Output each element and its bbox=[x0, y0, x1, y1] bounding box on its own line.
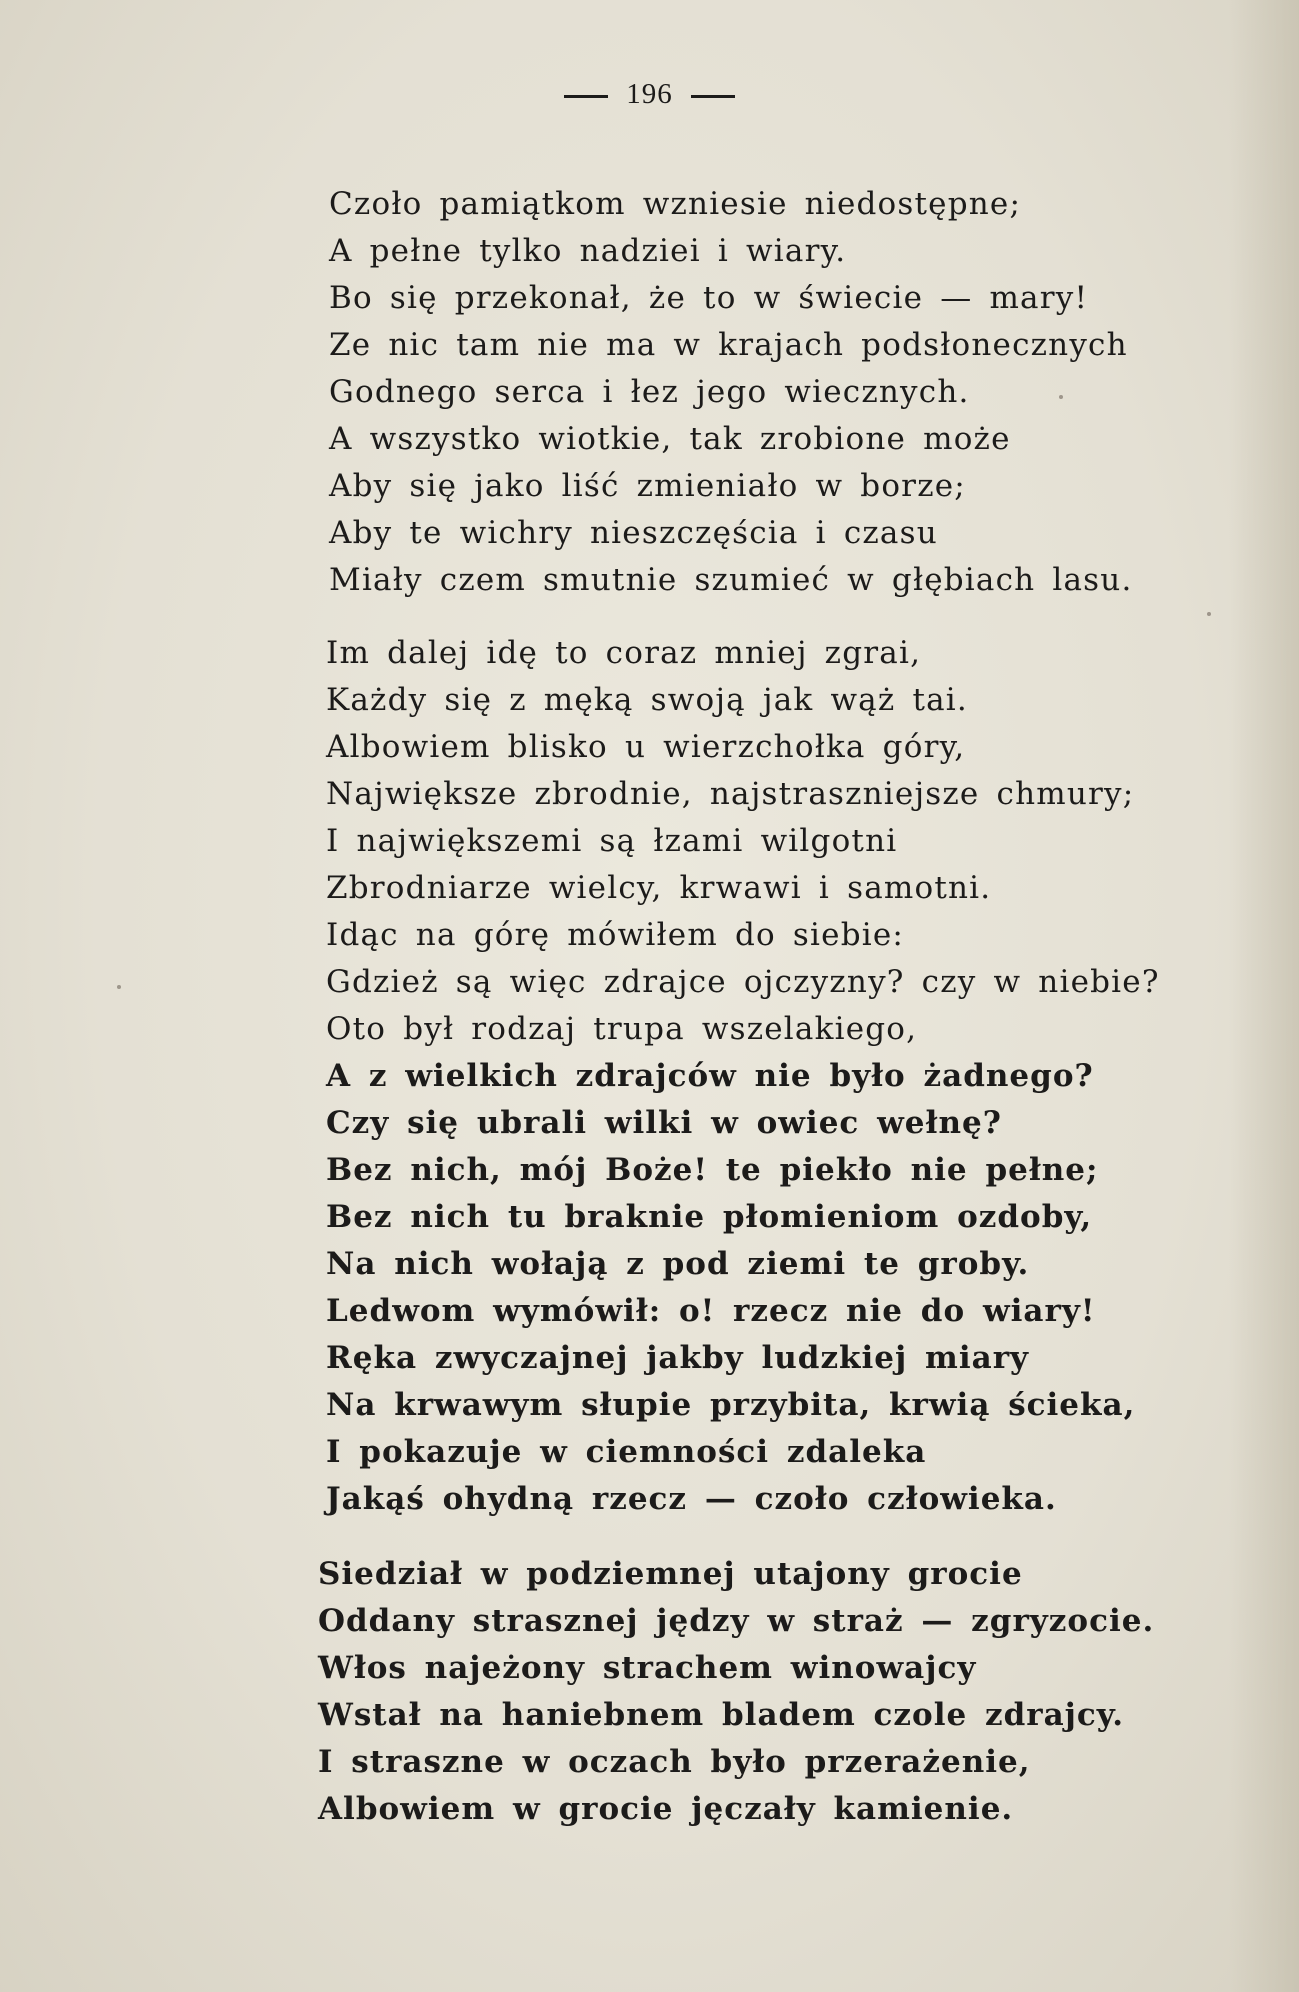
verse-line: Oddany strasznej jędzy w straż — zgryzocie. bbox=[318, 1603, 1155, 1639]
verse-line: Największe zbrodnie, najstraszniejsze chmury; bbox=[326, 776, 1135, 812]
verse-line: I pokazuje w ciemności zdaleka bbox=[326, 1434, 927, 1470]
verse-line: Wstał na haniebnem bladem czole zdrajcy. bbox=[318, 1697, 1125, 1733]
left-dash bbox=[564, 95, 608, 98]
verse-line: Zbrodniarze wielcy, krwawi i samotni. bbox=[326, 870, 992, 906]
paper-speck bbox=[1207, 612, 1211, 616]
verse-line: Bez nich tu braknie płomieniom ozdoby, bbox=[326, 1199, 1093, 1235]
verse-line: Bez nich, mój Boże! te piekło nie pełne; bbox=[326, 1152, 1099, 1188]
verse-line: Na nich wołają z pod ziemi te groby. bbox=[326, 1246, 1030, 1282]
stanza-1 bbox=[329, 181, 1299, 604]
verse-line: Oto był rodzaj trupa wszelakiego, bbox=[326, 1011, 918, 1047]
stanza-2 bbox=[326, 630, 1299, 1523]
verse-line: Idąc na górę mówiłem do siebie: bbox=[326, 917, 905, 953]
verse-line: Ze nic tam nie ma w krajach podsłonecznych bbox=[329, 327, 1128, 363]
verse-line: Gdzież są więc zdrajce ojczyzny? czy w niebie? bbox=[326, 964, 1160, 1000]
verse-line: Każdy się z męką swoją jak wąż tai. bbox=[326, 682, 968, 718]
verse-line: I największemi są łzami wilgotni bbox=[326, 823, 898, 859]
paper-speck bbox=[117, 985, 121, 989]
verse-line: Albowiem blisko u wierzchołka góry, bbox=[326, 729, 966, 765]
page-number: 196 bbox=[626, 78, 673, 110]
verse-line: Miały czem smutnie szumieć w głębiach lasu. bbox=[329, 562, 1133, 598]
verse-line: Siedział w podziemnej utajony grocie bbox=[318, 1556, 1023, 1592]
stanza-3 bbox=[318, 1551, 1299, 1833]
verse-line: Im dalej idę to coraz mniej zgrai, bbox=[326, 635, 922, 671]
verse-line: Na krwawym słupie przybita, krwią ścieka, bbox=[326, 1387, 1136, 1423]
verse-line: Włos najeżony strachem winowajcy bbox=[318, 1650, 977, 1686]
verse-line: A z wielkich zdrajców nie było żadnego? bbox=[326, 1058, 1094, 1094]
verse-line: Bo się przekonał, że to w świecie — mary! bbox=[329, 280, 1089, 316]
verse-line: Godnego serca i łez jego wiecznych. bbox=[329, 374, 970, 410]
verse-line: Albowiem w grocie jęczały kamienie. bbox=[318, 1791, 1014, 1827]
verse-line: Ręka zwyczajnej jakby ludzkiej miary bbox=[326, 1340, 1030, 1376]
verse-line: Aby się jako liść zmieniało w borze; bbox=[329, 468, 966, 504]
verse-line: Aby te wichry nieszczęścia i czasu bbox=[329, 515, 938, 551]
right-dash bbox=[691, 95, 735, 98]
verse-line: Ledwom wymówił: o! rzecz nie do wiary! bbox=[326, 1293, 1096, 1329]
verse-line: Jakąś ohydną rzecz — czoło człowieka. bbox=[326, 1481, 1057, 1517]
paper-speck bbox=[1059, 395, 1063, 399]
verse-line: Czy się ubrali wilki w owiec wełnę? bbox=[326, 1105, 1002, 1141]
verse-line: Czoło pamiątkom wzniesie niedostępne; bbox=[329, 186, 1022, 222]
verse-line: I straszne w oczach było przerażenie, bbox=[318, 1744, 1031, 1780]
page-number-header bbox=[0, 78, 1299, 111]
verse-line: A pełne tylko nadziei i wiary. bbox=[329, 233, 847, 269]
verse-line: A wszystko wiotkie, tak zrobione może bbox=[329, 421, 1011, 457]
